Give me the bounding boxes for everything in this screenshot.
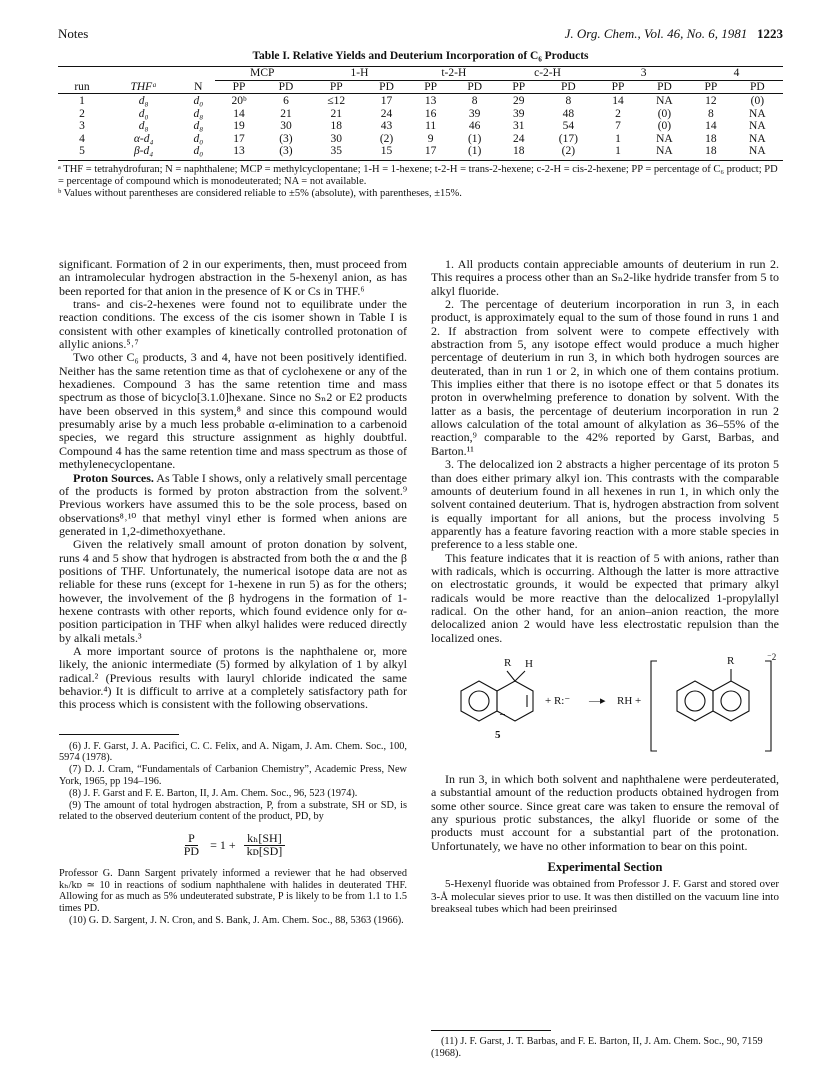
table-cell: 29: [512, 95, 525, 107]
table-cell: 13: [424, 95, 437, 107]
reaction-scheme: [431, 651, 779, 767]
table-cell: 1: [597, 145, 639, 160]
col-run: run: [58, 67, 106, 94]
table-cell: 8: [471, 95, 478, 107]
table-caption: Table I. Relative Yields and Deuterium Incorporation of C₆ Products: [252, 50, 589, 62]
table-cell: 17: [410, 145, 452, 160]
paragraph: [59, 472, 407, 539]
group-header: c-2-H: [498, 67, 597, 81]
table-cell: 4: [79, 132, 85, 145]
paragraph-text: As Table I shows, only a relatively small percentage of the products is formed by proton abstraction from the solvent.⁹ Previous workers have assumed this to be the sole process, based on observations⁸˒¹⁰ that methyl vinyl ether is formed when anions are generated in 1,2-dimethoxyethane.: [59, 470, 407, 538]
table-cell: 39: [468, 107, 481, 120]
col-n: N: [181, 67, 215, 94]
subcol-header: PD: [732, 80, 783, 94]
scheme-product: RH +: [617, 694, 642, 707]
scheme-reagent: + R:⁻: [545, 694, 571, 707]
table-cell: d₀: [193, 95, 204, 107]
table-cell: α-d₄: [133, 132, 154, 145]
reference-9-continued: Professor G. Dann Sargent privately informed a reviewer that he had observed kₕ/kᴅ ≃ 10 in reactions of sodium naphthalene with halides in deuterated THF. Allowing for as much as 5% undeuterated substrate, P is likely to be from 1.1 to 1.5 times PD.: [59, 867, 407, 915]
table-cell: 24: [380, 107, 393, 120]
scheme-drawing: [431, 651, 779, 767]
table-cell: 12: [705, 95, 717, 107]
group-header: 4: [690, 67, 783, 81]
table-cell: NA: [639, 145, 690, 160]
table-cell: NA: [656, 132, 673, 145]
frac-denominator: PD: [183, 844, 200, 859]
table-cell: 1: [79, 95, 85, 107]
table-cell: 39: [512, 107, 525, 120]
table-cell: 9: [427, 132, 434, 145]
subcol-header: PD: [639, 80, 690, 94]
table-cell: NA: [749, 120, 766, 132]
data-table: [58, 66, 783, 161]
table-cell: (1): [451, 145, 497, 160]
table-cell: 54: [562, 120, 575, 132]
table-body: [58, 94, 783, 161]
paragraph: In run 3, in which both solvent and naphthalene were perdeuterated, a substantial amount of the reduction products obtained hydrogen from some other source. Since great care was taken to ensure the removal of any spurious protic substances, the alkyl fluoride or some of the products must account for a substantial part of the protonation. Unfortunately, we have no other information to bear on this point.: [431, 771, 779, 853]
frac-numerator: P: [185, 833, 198, 846]
anion-mark: −: [499, 709, 506, 719]
table-cell: 21: [280, 107, 292, 120]
table-cell: 14: [612, 95, 624, 107]
table-cell: 31: [512, 120, 525, 132]
compound-number-5: 5: [495, 728, 501, 741]
section-heading-experimental: Experimental Section: [547, 860, 663, 875]
footnote-rule: [431, 1030, 551, 1031]
table-cell: (3): [263, 145, 309, 160]
table-cell: 8: [565, 95, 572, 107]
subcol-header: PD: [263, 80, 309, 94]
table-cell: 3: [79, 120, 85, 132]
table-cell: (0): [657, 107, 672, 120]
table-cell: 2: [79, 107, 85, 120]
table-cell: d₈: [138, 95, 149, 107]
fraction-p-over-pd: [181, 833, 202, 858]
table-cell: (0): [657, 120, 672, 132]
table-cell: (0): [750, 95, 765, 107]
table-cell: (3): [279, 132, 293, 145]
paragraph: This feature indicates that it is reaction of 5 with anions, rather than with radicals, which is occurring. Although the latter is more attractive on electrostatic grounds, it would be expected that primary alkyl radicals would be more reactive than the delocalized 1-propylallyl radical. On the other hand, for an anion–anion reaction, the more delocalized anion 2 would have less electrostatic repulsion than the localized ones.: [431, 550, 779, 645]
subcol-header: PD: [451, 80, 497, 94]
table-cell: d₈: [193, 120, 204, 132]
table-cell: 18: [705, 132, 717, 145]
table-cell: 17: [233, 132, 245, 145]
group-header: 1-H: [309, 67, 410, 81]
table-cell: 21: [330, 107, 342, 120]
table-cell: 14: [705, 120, 717, 132]
subcol-header: PP: [690, 80, 732, 94]
equation-isotope: [59, 833, 407, 858]
experimental-text: 5-Hexenyl fluoride was obtained from Professor J. F. Garst and stored over 3-Å molecular sieves prior to use. It was then distilled on the vacuum line into breakseal tubes which had been preirinsed: [431, 878, 779, 916]
table-cell: 24: [512, 132, 525, 145]
group-header: 3: [597, 67, 690, 81]
scheme-label-h: H: [525, 657, 533, 670]
table-cell: ≤12: [327, 95, 346, 107]
page-number: 1223: [757, 26, 783, 41]
references-left: [59, 741, 407, 927]
table-cell: 14: [233, 107, 245, 120]
table-cell: 18: [498, 145, 540, 160]
scheme-label-r: R: [504, 656, 512, 669]
table-cell: β-d₄: [106, 145, 181, 160]
references-right: [431, 1030, 779, 1060]
running-header-left: Notes: [58, 26, 89, 41]
compound-5-structure: [461, 671, 533, 721]
table-cell: 18: [330, 120, 342, 132]
frac-numerator: kₕ[SH]: [244, 833, 285, 846]
equation-operator: = 1 +: [210, 837, 236, 852]
table-cell: (2): [540, 145, 598, 160]
running-header-right: [565, 26, 783, 42]
table-cell: 35: [309, 145, 363, 160]
subcol-header: PP: [498, 80, 540, 94]
observation-1: 1. All products contain appreciable amounts of deuterium in run 2. This requires a process other than an Sₙ2-like hydride transfer from 5 to alkyl fluoride.: [431, 257, 779, 298]
subcol-header: PD: [540, 80, 598, 94]
table-cell: 5: [58, 145, 106, 160]
reference-10: (10) G. D. Sargent, J. N. Cron, and S. Bank, J. Am. Chem. Soc., 88, 5363 (1966).: [69, 915, 404, 927]
table-cell: 2: [615, 107, 621, 120]
table-row: [58, 145, 783, 160]
group-header: MCP: [215, 67, 309, 81]
table-cell: 13: [215, 145, 262, 160]
table-cell: d₀: [193, 132, 204, 145]
footnote-rule: [59, 734, 179, 735]
table-cell: (17): [558, 132, 578, 145]
table-cell: 48: [562, 107, 575, 120]
subcol-header: PP: [597, 80, 639, 94]
table-cell: d₈: [193, 107, 204, 120]
table-cell: 18: [690, 145, 732, 160]
paragraph: A more important source of protons is the naphthalene or, more likely, the anionic intermediate (5) formed by alkylation of 1 by alkyl radical.² (Previous results with lauryl chloride indicated the same behavior.⁴) It is difficult to arrive at a completely satisfactory path for this process which is consistent with the following observations.: [59, 643, 407, 712]
table-1: [58, 50, 783, 200]
table-row: [58, 133, 783, 146]
reference-6: (6) J. F. Garst, J. A. Pacifici, C. C. Felix, and A. Nigam, J. Am. Chem. Soc., 100, 5974 (1978).: [59, 740, 407, 764]
footnote-b: ᵇ Values without parentheses are considered reliable to ±5% (absolute), with parentheses, ±15%.: [58, 187, 462, 199]
paragraph: trans- and cis-2-hexenes were found not to equilibrate under the reaction conditions. The excess of the cis isomer shown in Table I is consistent with other examples of kinetically controlled protonation of allylic anions.⁵˒⁷: [59, 297, 407, 352]
table-cell: 17: [380, 95, 393, 107]
table-cell: d₈: [138, 120, 149, 132]
footnote-a: ᵃ THF = tetrahydrofuran; N = naphthalene; MCP = methylcyclopentane; 1-H = 1-hexene; t-2-H = trans-2-hexene; c-2-H = cis-2-hexene; PP = percentage of C₆ product; PD = percentage of compound which is monodeuterated; NA = not available.: [58, 163, 778, 187]
scheme-label-r2: R: [727, 654, 735, 667]
run-in-heading: Proton Sources.: [73, 470, 154, 485]
table-cell: 7: [615, 120, 621, 132]
table-row: [58, 120, 783, 133]
reference-11: (11) J. F. Garst, J. T. Barbas, and F. E. Barton, II, J. Am. Chem. Soc., 90, 7159 (1968).: [431, 1036, 763, 1059]
table-row: [58, 94, 783, 108]
table-cell: d₀: [181, 145, 215, 160]
table-footnotes: [58, 164, 783, 200]
reaction-arrow: —▸: [589, 694, 606, 707]
table-row: [58, 108, 783, 121]
journal-citation: J. Org. Chem., Vol. 46, No. 6, 1981: [564, 26, 748, 41]
observation-3: 3. The delocalized ion 2 abstracts a higher percentage of its proton 5 than does either primary alkyl ion. This contrasts with the comparable amounts of deuterium found in all hexenes in run 1, in which only the solvent contained deuterium. That is, hydrogen abstraction from solvent is equally important for all anions, but the process involving 5 apparently has a feature favoring reaction with a more stable species in preference to a less stable one.: [431, 457, 779, 552]
subcol-header: PP: [410, 80, 452, 94]
paragraph: significant. Formation of 2 in our experiments, then, must proceed from an intramolecular hydrogen abstraction in the 5-hexenyl anion, as has been reported for that anion in the presence of K or Cs in THF.⁶: [59, 257, 407, 298]
paragraph: Given the relatively small amount of proton donation by solvent, runs 4 and 5 show that hydrogen is abstracted from both the α and the β positions of THF. Unfortunately, the numerical isotope data are not as reliable for these runs (except for 1-hexene in run 5) as for the others; however, the involvement of the β hydrogens in the formation of 1-hexene contrasts with other reports, which found evidence only for α-position participation in THF when alkyl halides were reduced directly by alkali metals.³: [59, 537, 407, 645]
dianion-charge: ⁻2: [767, 651, 777, 662]
table-cell: 15: [363, 145, 409, 160]
table-cell: 30: [330, 132, 342, 145]
naphthalene-dianion-structure: [651, 661, 771, 751]
table-cell: 16: [424, 107, 437, 120]
table-cell: NA: [749, 132, 766, 145]
table-cell: 46: [468, 120, 481, 132]
reference-8: (8) J. F. Garst and F. E. Barton, II, J. Am. Chem. Soc., 96, 523 (1974).: [69, 787, 358, 799]
table-cell: 11: [425, 120, 437, 132]
table-cell: 8: [708, 107, 714, 120]
right-column: [431, 258, 779, 916]
observation-2: 2. The percentage of deuterium incorporation in run 3, in each product, is approximately equal to the sum of those found in runs 1 and 2. If abstraction from solvent were to compete effectively with abstraction from 5, any isotope effect would produce a much higher percentage of deuterium in run 3, in which both hydrogen sources are deuterated, than in run 1 or 2, in which one of them contains protium. This implies either that there is no isotope effect or that 5 donates its proton in overwhelming preference to donation by solvent. With the latter as a basis, the percentage of deuterium incorporation in run 2 allows calculation of the total amount of alkylation as 36–55% of the reaction,⁹ comparable to the 42% reported by Garst, Barbas, and Barton.¹¹: [431, 297, 779, 458]
table-cell: (1): [467, 132, 482, 145]
table-cell: 19: [233, 120, 245, 132]
reference-9: (9) The amount of total hydrogen abstraction, P, from a substrate, SH or SD, is related to the observed deuterium content of the product, PD, by: [59, 799, 407, 823]
table-cell: NA: [732, 145, 783, 160]
table-cell: NA: [749, 107, 766, 120]
subcol-header: PP: [215, 80, 262, 94]
left-column: [59, 258, 407, 927]
col-thf: THFᵃ: [106, 67, 181, 94]
fraction-kh-over-kd: [244, 833, 286, 858]
subcol-header: PD: [363, 80, 409, 94]
frac-denominator: kᴅ[SD]: [246, 844, 283, 859]
group-header: t-2-H: [410, 67, 498, 81]
table-header-groups: [58, 67, 783, 81]
subcol-header: PP: [309, 80, 363, 94]
table-cell: NA: [656, 95, 673, 107]
table-cell: 6: [283, 95, 289, 107]
table-cell: 20ᵇ: [231, 95, 247, 107]
table-cell: (2): [379, 132, 394, 145]
table-cell: 1: [615, 132, 621, 145]
paragraph: Two other C₆ products, 3 and 4, have not been positively identified. Neither has the same retention time as that of cyclohexene or any of the hexadienes. Compound 3 has the same retention time and mass spectrum as those of bicyclo[3.1.0]hexane. Since no Sₙ2 or E2 products have been observed in this system,⁸ and since this compound would presumably arise by a much less probable α-elimination to a carbenoid species, we regard this structure assignment as highly doubtful. Compound 4 has the same retention time and mass spectrum as those of methylenecyclopentane.: [59, 350, 407, 472]
reference-7: (7) D. J. Cram, “Fundamentals of Carbanion Chemistry”, Academic Press, New York, 1965, pp 194–196.: [59, 764, 407, 788]
table-cell: 43: [380, 120, 393, 132]
table-cell: d₀: [138, 107, 149, 120]
table-cell: 30: [280, 120, 292, 132]
